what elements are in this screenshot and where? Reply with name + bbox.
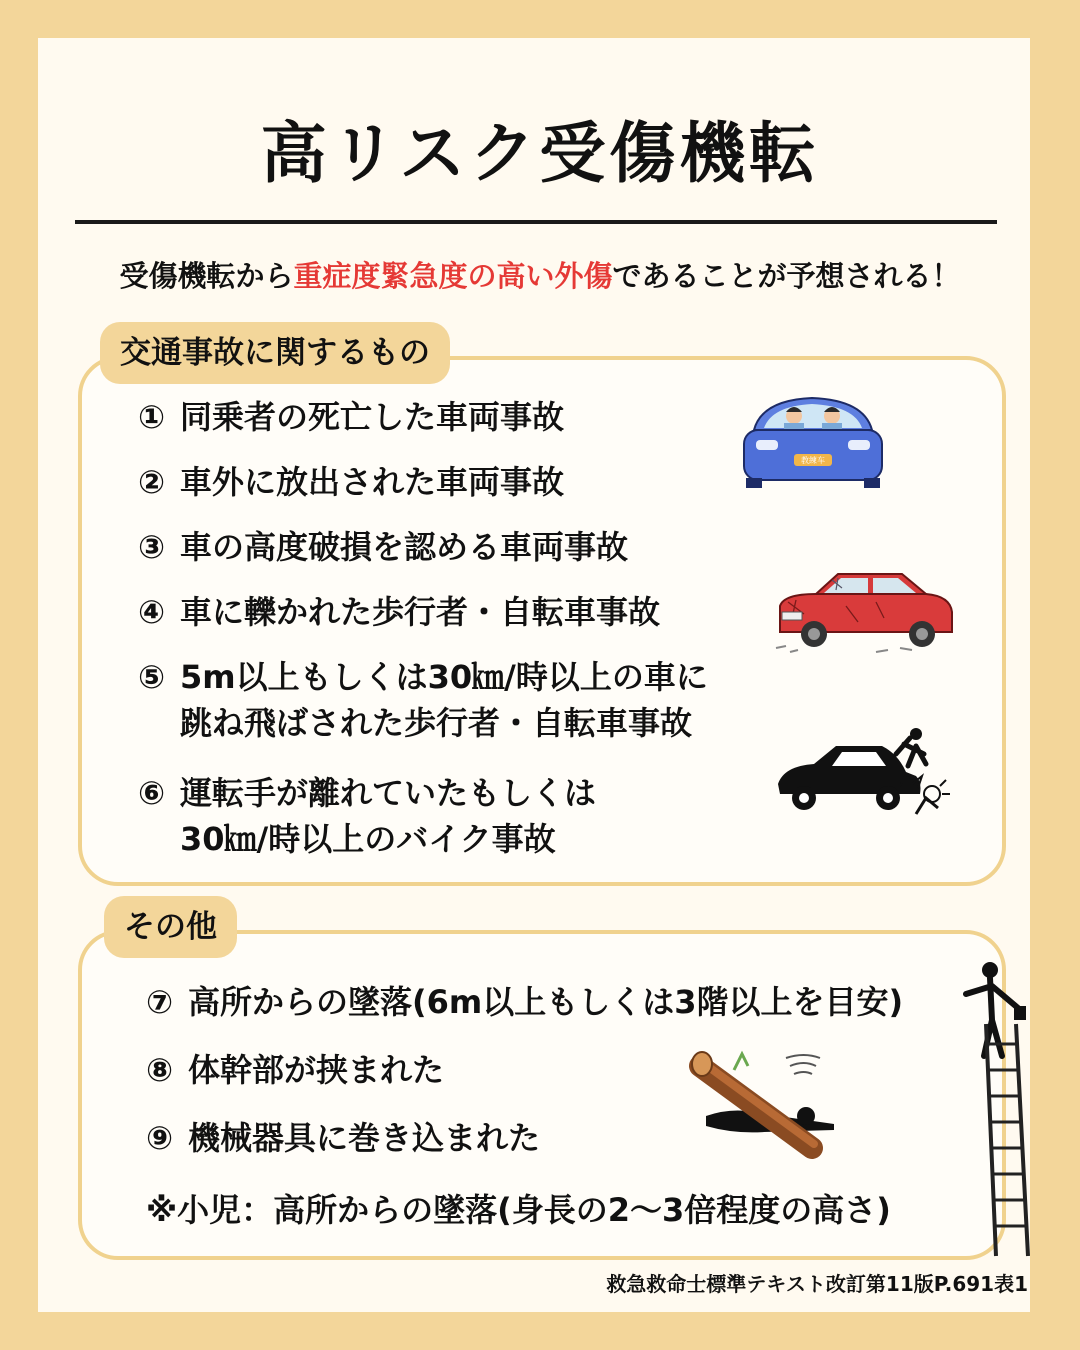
crashed-car-icon	[776, 566, 956, 658]
traffic-item-4	[138, 589, 660, 635]
traffic-item-2	[138, 459, 564, 505]
item-number: ②	[138, 463, 166, 501]
item-number: ③	[138, 528, 166, 566]
item-number: ⑦	[146, 983, 174, 1021]
traffic-item-3	[138, 524, 628, 570]
other-item-7	[146, 979, 903, 1025]
other-note: ※小児：高所からの墜落(身長の2～3倍程度の高さ)	[146, 1191, 891, 1229]
traffic-section-label: 交通事故に関するもの	[100, 322, 450, 384]
title-divider	[75, 220, 997, 224]
item-text-line2: 跳ね飛ばされた歩行者・自転車事故	[180, 704, 693, 742]
traffic-item-6	[138, 770, 596, 862]
item-number: ⑤	[138, 658, 166, 696]
item-number: ⑥	[138, 774, 166, 812]
intro-highlight: 重症度緊急度の高い外傷	[293, 259, 613, 293]
item-text-line2: 30㎞/時以上のバイク事故	[180, 820, 556, 858]
other-item-8	[146, 1047, 444, 1093]
car-sign-text: 教練车	[801, 456, 825, 465]
car-driving-icon	[740, 392, 885, 492]
item-number: ④	[138, 593, 166, 631]
intro-text	[0, 254, 1080, 295]
traffic-item-1	[138, 394, 564, 440]
item-number: ⑨	[146, 1119, 174, 1157]
other-section-label: その他	[104, 896, 237, 958]
source-citation: 救急救命士標準テキスト改訂第11版P.691表1	[606, 1272, 1028, 1296]
other-item-9	[146, 1115, 540, 1161]
item-text: 車の高度破損を認める車両事故	[180, 528, 629, 566]
traffic-item-5	[138, 654, 708, 746]
item-text: 5m以上もしくは30㎞/時以上の車に	[180, 658, 708, 696]
item-number: ①	[138, 398, 166, 436]
item-number: ⑧	[146, 1051, 174, 1089]
page-title: 高リスク受傷機転	[260, 115, 820, 192]
car-hits-pedestrian-icon	[776, 724, 951, 824]
item-text: 体幹部が挟まれた	[188, 1051, 445, 1089]
person-under-log-icon	[694, 1050, 844, 1160]
item-text: 高所からの墜落(6m以上もしくは3階以上を目安)	[188, 983, 904, 1021]
item-text: 車に轢かれた歩行者・自転車事故	[180, 593, 661, 631]
intro-after: であることが予想される！	[612, 259, 961, 293]
item-text: 運転手が離れていたもしくは	[180, 774, 597, 812]
item-text: 車外に放出された車両事故	[180, 463, 565, 501]
person-on-ladder-icon	[958, 960, 1038, 1260]
item-text: 同乗者の死亡した車両事故	[180, 398, 565, 436]
intro-before: 受傷機転から	[119, 259, 294, 293]
item-text: 機械器具に巻き込まれた	[188, 1119, 541, 1157]
